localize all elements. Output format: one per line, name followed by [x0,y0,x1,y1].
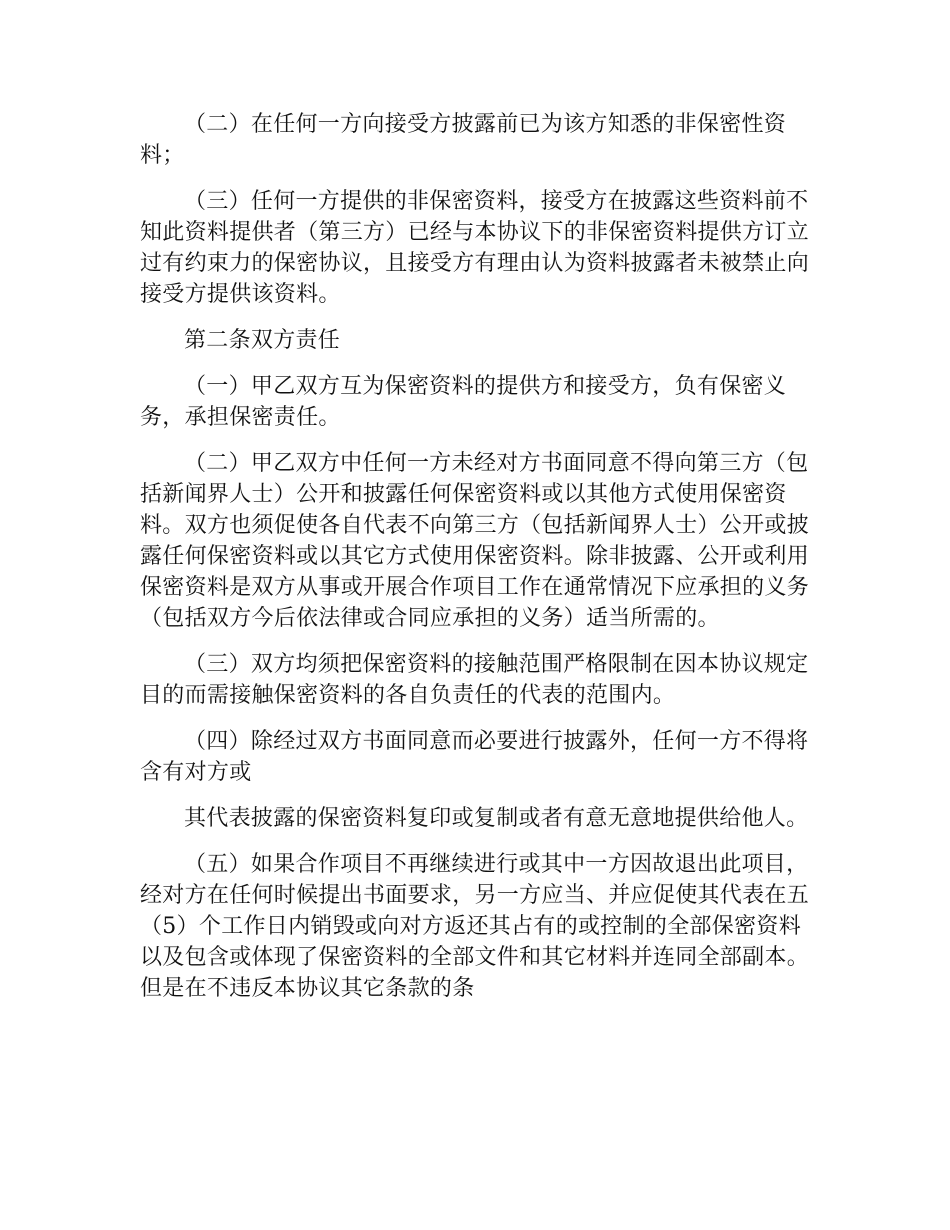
paragraph-duty-1: （一）甲乙双方互为保密资料的提供方和接受方，负有保密义务，承担保密责任。 [140,374,787,430]
paragraph-duty-3: （三）双方均须把保密资料的接触范围严格限制在因本协议规定目的而需接触保密资料的各自负责任的代表的范围内。 [140,652,809,708]
paragraph-duty-4-continued: 其代表披露的保密资料复印或复制或者有意无意地提供给他人。 [184,806,809,831]
paragraph-duty-4: （四）除经过双方书面同意而必要进行披露外，任何一方不得将含有对方或 [140,729,809,785]
paragraph-clause-2-nonconfidential: （二）在任何一方向接受方披露前已为该方知悉的非保密性资料； [140,112,787,168]
paragraph-clause-3-third-party: （三）任何一方提供的非保密资料，接受方在披露这些资料前不知此资料提供者（第三方）已经与本协议下的非保密资料提供方订立过有约束力的保密协议，且接受方有理由认为资料披露者未被禁止向接受方提供该资料。 [140,189,810,307]
section-heading-article-2: 第二条双方责任 [184,328,341,353]
paragraph-duty-2: （二）甲乙双方中任何一方未经对方书面同意不得向第三方（包括新闻界人士）公开和披露任何保密资料或以其他方式使用保密资料。双方也须促使各自代表不向第三方（包括新闻界人士）公开或披露任何保密资料或以其它方式使用保密资料。除非披露、公开或利用保密资料是双方从事或开展合作项目工作在通常情况下应承担的义务（包括双方今后依法律或合同应承担的义务）适当所需的。 [140,451,810,631]
document-page [140,109,815,1019]
paragraph-duty-5: （五）如果合作项目不再继续进行或其中一方因故退出此项目，经对方在任何时候提出书面要求，另一方应当、并应促使其代表在五（5）个工作日内销毁或向对方返还其占有的或控制的全部保密资料以及包含或体现了保密资料的全部文件和其它材料并连同全部副本。但是在不违反本协议其它条款的条 [140,852,810,1001]
